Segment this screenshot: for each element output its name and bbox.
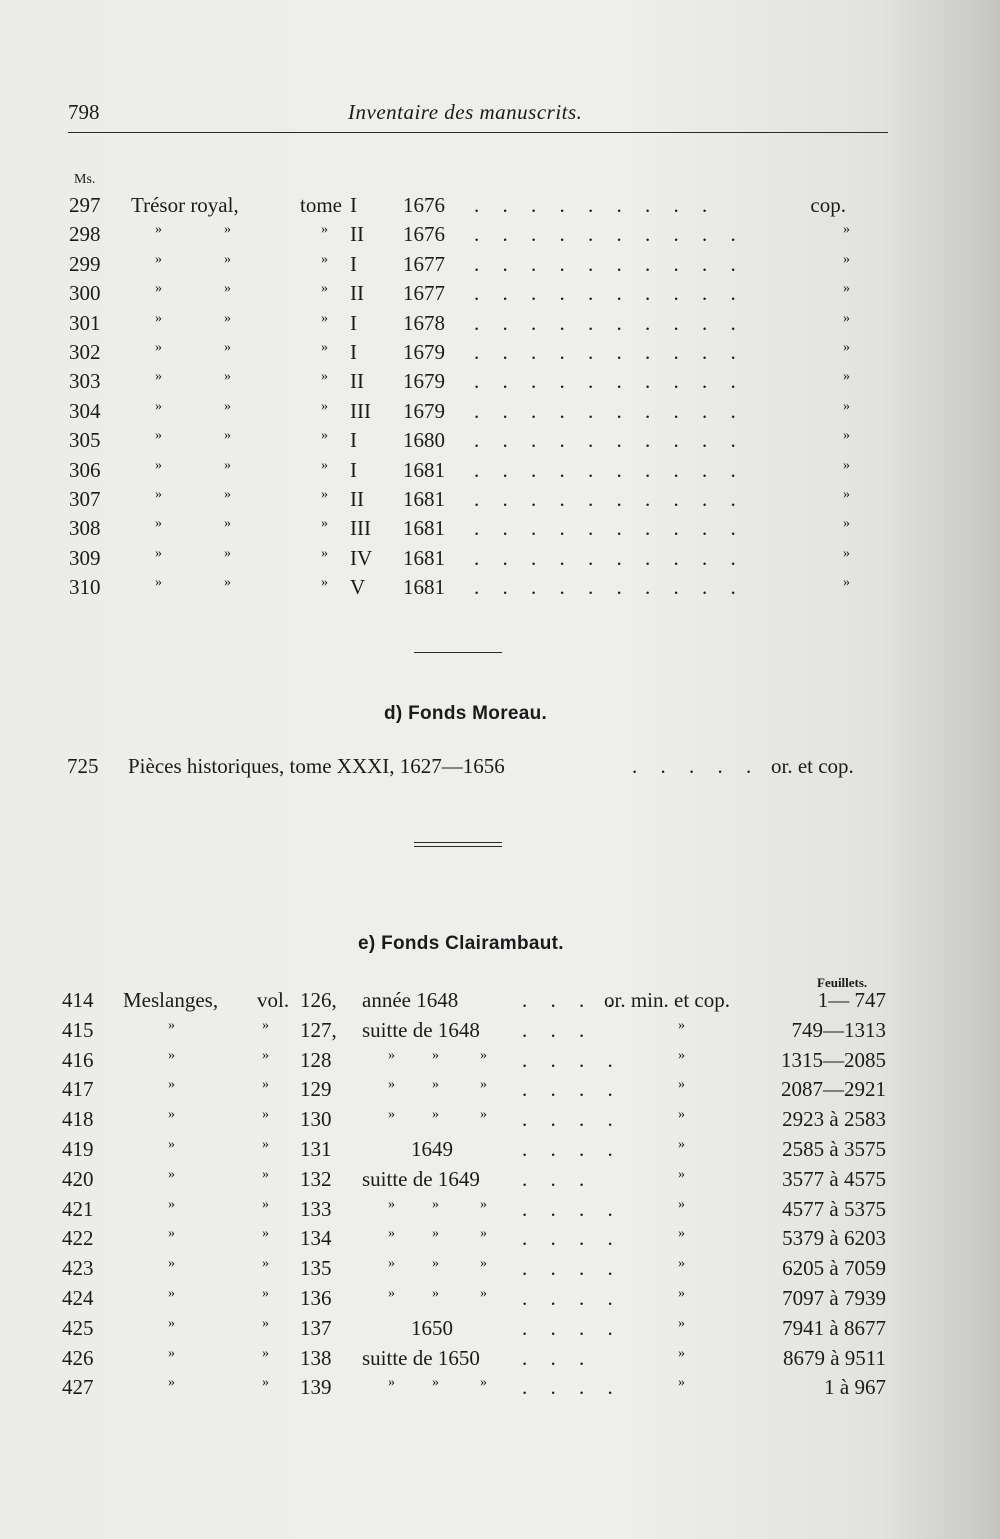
ditto-mark: » xyxy=(155,281,162,297)
ditto-mark: » xyxy=(678,1017,685,1033)
volume-number: 127, xyxy=(300,1017,337,1042)
leader-dots: . . . . . . . . . . xyxy=(474,516,745,541)
ditto-mark: » xyxy=(262,1017,269,1033)
ditto-mark: » xyxy=(843,487,850,502)
ditto-mark: » xyxy=(155,545,162,561)
table-row xyxy=(0,1077,1000,1107)
ditto-mark: » xyxy=(843,457,850,473)
table-row xyxy=(0,399,1000,429)
header-rule xyxy=(68,132,888,133)
folio-range: 1— 747 xyxy=(817,988,886,1012)
ditto-mark: » xyxy=(388,1107,395,1123)
volume-number: 131 xyxy=(300,1137,332,1161)
ditto-mark: » xyxy=(168,1137,175,1152)
volume-number: 134 xyxy=(300,1226,332,1251)
copy-type: or. min. et cop. xyxy=(604,988,730,1012)
ditto-mark: » xyxy=(321,575,328,591)
ditto-mark: » xyxy=(168,1047,175,1063)
ditto-mark: » xyxy=(678,1226,685,1242)
volume-numeral: II xyxy=(350,281,364,306)
ditto-mark: » xyxy=(168,1226,175,1242)
leader-dots: . . . xyxy=(522,1017,594,1042)
volume-numeral: I xyxy=(350,251,357,276)
leader-dots: . . . xyxy=(522,1345,594,1370)
ditto-mark: » xyxy=(678,1107,685,1123)
leader-dots: . . . . xyxy=(522,1256,622,1281)
page-number: 798 xyxy=(68,100,100,124)
table-row xyxy=(0,458,1000,488)
volume-number: 135 xyxy=(300,1256,332,1281)
folio-range: 8679 à 9511 xyxy=(782,1345,886,1370)
volume-number: 138 xyxy=(300,1345,332,1370)
ditto-mark: » xyxy=(168,1256,175,1272)
volume-number: 132 xyxy=(300,1166,332,1191)
ditto-mark: » xyxy=(262,1226,269,1242)
volume-numeral: I xyxy=(350,193,357,217)
year: 1678 xyxy=(403,310,445,335)
table-row xyxy=(0,1107,1000,1137)
table-row xyxy=(0,1226,1000,1256)
ms-number: 307 xyxy=(69,487,101,511)
ditto-mark: » xyxy=(432,1077,439,1093)
leader-dots: . . . . xyxy=(522,1286,622,1310)
ditto-mark: » xyxy=(168,1345,175,1361)
ms-number: 418 xyxy=(62,1107,94,1132)
folio-range: 2923 à 2583 xyxy=(782,1107,886,1132)
ms-number: 297 xyxy=(69,193,101,217)
year: 1681 xyxy=(403,545,445,570)
ditto-mark: » xyxy=(678,1166,685,1182)
ditto-mark: » xyxy=(321,457,328,473)
volume-number: 126, xyxy=(300,988,337,1012)
leader-dots: . . . . . . . . . . xyxy=(474,310,745,335)
year: 1679 xyxy=(403,340,445,364)
leader-dots: . . . . . . . . . . xyxy=(474,340,745,364)
unit-label: tome xyxy=(300,193,342,217)
entry-title: Trésor royal, xyxy=(131,193,239,217)
ditto-mark: » xyxy=(224,428,231,444)
volume-numeral: III xyxy=(350,398,371,423)
table-row xyxy=(0,1197,1000,1227)
table-row xyxy=(0,1137,1000,1167)
ditto-mark: » xyxy=(678,1196,685,1212)
leader-dots: . . . . xyxy=(522,1196,622,1221)
volume-number: 128 xyxy=(300,1047,332,1072)
ms-number: 310 xyxy=(69,575,101,600)
ditto-mark: » xyxy=(155,487,162,502)
table-row xyxy=(0,546,1000,576)
volume-numeral: II xyxy=(350,369,364,394)
entry-title: Pièces historiques, tome XXXI, 1627—1656 xyxy=(128,754,505,778)
copy-type: or. et cop. xyxy=(771,754,854,778)
folio-range: 7941 à 8677 xyxy=(782,1315,886,1340)
ditto-mark: » xyxy=(843,251,850,267)
ditto-mark: » xyxy=(224,310,231,326)
table-row xyxy=(0,988,1000,1018)
ditto-mark: » xyxy=(224,251,231,267)
year: 1681 xyxy=(403,487,445,511)
section-divider-double-top xyxy=(414,842,502,843)
year: 1677 xyxy=(403,251,445,276)
ditto-mark: » xyxy=(321,251,328,267)
volume-number: 137 xyxy=(300,1315,332,1340)
ditto-mark: » xyxy=(155,516,162,532)
leader-dots: . . . . xyxy=(522,1226,622,1251)
leader-dots: . . . . . . . . . . xyxy=(474,222,745,247)
ditto-mark: » xyxy=(432,1226,439,1242)
ms-number: 300 xyxy=(69,281,101,306)
leader-dots: . . . . xyxy=(522,1077,622,1102)
ditto-mark: » xyxy=(224,545,231,561)
ditto-mark: » xyxy=(843,398,850,414)
year: 1679 xyxy=(403,398,445,423)
folio-range: 1315—2085 xyxy=(781,1047,886,1072)
ditto-mark: » xyxy=(432,1196,439,1212)
ms-number: 299 xyxy=(69,251,101,276)
folio-range: 7097 à 7939 xyxy=(782,1286,886,1310)
folio-range: 2087—2921 xyxy=(781,1077,886,1102)
leader-dots: . . . . xyxy=(522,1315,622,1340)
ditto-mark: » xyxy=(388,1286,395,1301)
ms-number: 416 xyxy=(62,1047,94,1072)
ms-number: 414 xyxy=(62,988,94,1012)
year-label: année 1648 xyxy=(362,988,459,1012)
ditto-mark: » xyxy=(843,340,850,355)
ditto-mark: » xyxy=(224,457,231,473)
year-label: 1649 xyxy=(411,1137,453,1161)
volume-numeral: V xyxy=(350,575,366,600)
ms-number: 725 xyxy=(67,754,99,778)
ditto-mark: » xyxy=(678,1137,685,1152)
ms-number: 425 xyxy=(62,1315,94,1340)
table-row xyxy=(0,1048,1000,1078)
table-row xyxy=(0,487,1000,517)
ditto-mark: » xyxy=(262,1315,269,1331)
ditto-mark: » xyxy=(262,1137,269,1152)
ditto-mark: » xyxy=(155,251,162,267)
ditto-mark: » xyxy=(155,575,162,591)
volume-number: 139 xyxy=(300,1375,332,1400)
ditto-mark: » xyxy=(678,1375,685,1391)
table-row xyxy=(0,340,1000,370)
leader-dots: . . . . . . . . . . xyxy=(474,575,745,600)
ditto-mark: » xyxy=(224,281,231,297)
ditto-mark: » xyxy=(168,1315,175,1331)
volume-numeral: I xyxy=(350,340,357,364)
volume-numeral: I xyxy=(350,457,357,482)
ditto-mark: » xyxy=(388,1226,395,1242)
leader-dots: . . . . . . . . . . xyxy=(474,487,745,511)
ditto-mark: » xyxy=(262,1345,269,1361)
leader-dots: . . . . xyxy=(522,1047,622,1072)
year: 1681 xyxy=(403,575,445,600)
ms-number: 423 xyxy=(62,1256,94,1281)
ms-number: 301 xyxy=(69,310,101,335)
ms-number: 415 xyxy=(62,1017,94,1042)
ditto-mark: » xyxy=(155,398,162,414)
section-heading-moreau: d) Fonds Moreau. xyxy=(384,703,548,724)
ditto-mark: » xyxy=(262,1107,269,1123)
entry-title: Meslanges, xyxy=(123,988,219,1012)
leader-dots: . . . . . . . . . . xyxy=(474,251,745,276)
ditto-mark: » xyxy=(843,310,850,326)
ditto-mark: » xyxy=(262,1077,269,1093)
ditto-mark: » xyxy=(168,1196,175,1212)
ditto-mark: » xyxy=(678,1047,685,1063)
year: 1676 xyxy=(403,222,445,247)
ditto-mark: » xyxy=(843,369,850,385)
ditto-mark: » xyxy=(480,1256,487,1272)
table-row xyxy=(0,369,1000,399)
folio-range: 749—1313 xyxy=(791,1017,886,1042)
ditto-mark: » xyxy=(480,1077,487,1093)
ditto-mark: » xyxy=(432,1256,439,1272)
ditto-mark: » xyxy=(321,398,328,414)
ditto-mark: » xyxy=(155,369,162,385)
ms-number: 419 xyxy=(62,1137,94,1161)
ms-number: 304 xyxy=(69,398,101,423)
ditto-mark: » xyxy=(321,487,328,502)
ms-number: 424 xyxy=(62,1286,94,1310)
section-divider-double-bottom xyxy=(414,846,502,847)
feuillets-column-label: Feuillets. xyxy=(817,975,868,990)
year: 1681 xyxy=(403,516,445,541)
table-row xyxy=(0,516,1000,546)
ditto-mark: » xyxy=(224,222,231,238)
ditto-mark: » xyxy=(843,281,850,297)
table-row xyxy=(0,281,1000,311)
ditto-mark: » xyxy=(843,516,850,532)
volume-numeral: II xyxy=(350,487,364,511)
ditto-mark: » xyxy=(155,340,162,355)
ditto-mark: » xyxy=(388,1047,395,1063)
leader-dots: . . . xyxy=(522,1166,594,1191)
table-row xyxy=(0,252,1000,282)
table-row xyxy=(0,1018,1000,1048)
leader-dots: . . . . . . . . . . xyxy=(474,545,745,570)
ditto-mark: » xyxy=(678,1315,685,1331)
ms-number: 308 xyxy=(69,516,101,541)
table-row xyxy=(0,575,1000,605)
leader-dots: . . . . . xyxy=(632,754,761,778)
volume-numeral: I xyxy=(350,428,357,453)
folio-range: 1 à 967 xyxy=(824,1375,886,1400)
ditto-mark: » xyxy=(168,1077,175,1093)
ms-number: 417 xyxy=(62,1077,94,1102)
ditto-mark: » xyxy=(678,1256,685,1272)
table-row xyxy=(0,1167,1000,1197)
ditto-mark: » xyxy=(155,457,162,473)
ditto-mark: » xyxy=(168,1107,175,1123)
unit-label: vol. xyxy=(257,988,290,1012)
ditto-mark: » xyxy=(155,310,162,326)
ditto-mark: » xyxy=(480,1375,487,1391)
ditto-mark: » xyxy=(321,310,328,326)
leader-dots: . . . . . . . . . . xyxy=(474,428,745,453)
table-row xyxy=(0,193,1000,223)
leader-dots: . . . . . . . . . xyxy=(474,193,717,217)
folio-range: 5379 à 6203 xyxy=(782,1226,886,1251)
section-heading-clairambaut: e) Fonds Clairambaut. xyxy=(358,933,564,954)
ditto-mark: » xyxy=(224,487,231,502)
table-row xyxy=(0,1286,1000,1316)
folio-range: 3577 à 4575 xyxy=(782,1166,886,1191)
ditto-mark: » xyxy=(224,398,231,414)
leader-dots: . . . . xyxy=(522,1137,622,1161)
year-label: suitte de 1650 xyxy=(362,1345,480,1370)
ditto-mark: » xyxy=(843,545,850,561)
volume-numeral: II xyxy=(350,222,364,247)
year: 1680 xyxy=(403,428,445,453)
leader-dots: . . . . xyxy=(522,988,622,1012)
ditto-mark: » xyxy=(168,1375,175,1391)
ditto-mark: » xyxy=(224,340,231,355)
volume-number: 130 xyxy=(300,1107,332,1132)
ditto-mark: » xyxy=(480,1196,487,1212)
ditto-mark: » xyxy=(678,1286,685,1301)
table-row xyxy=(0,1316,1000,1346)
ditto-mark: » xyxy=(321,281,328,297)
year: 1677 xyxy=(403,281,445,306)
ditto-mark: » xyxy=(262,1256,269,1272)
leader-dots: . . . . xyxy=(522,1375,622,1400)
ditto-mark: » xyxy=(678,1077,685,1093)
table-row xyxy=(0,222,1000,252)
table-row xyxy=(0,1346,1000,1376)
ditto-mark: » xyxy=(432,1286,439,1301)
ms-number: 309 xyxy=(69,545,101,570)
ditto-mark: » xyxy=(432,1375,439,1391)
ms-number: 427 xyxy=(62,1375,94,1400)
ditto-mark: » xyxy=(388,1375,395,1391)
ms-number: 422 xyxy=(62,1226,94,1251)
ditto-mark: » xyxy=(168,1286,175,1301)
ditto-mark: » xyxy=(480,1226,487,1242)
table-row xyxy=(0,1375,1000,1405)
ditto-mark: » xyxy=(155,222,162,238)
ms-column-label: Ms. xyxy=(74,172,96,187)
year: 1681 xyxy=(403,457,445,482)
volume-number: 129 xyxy=(300,1077,332,1102)
leader-dots: . . . . . . . . . . xyxy=(474,398,745,423)
table-row xyxy=(0,1256,1000,1286)
volume-number: 136 xyxy=(300,1286,332,1310)
ditto-mark: » xyxy=(224,369,231,385)
ditto-mark: » xyxy=(224,516,231,532)
ditto-mark: » xyxy=(388,1077,395,1093)
table-row xyxy=(0,311,1000,341)
year: 1679 xyxy=(403,369,445,394)
volume-numeral: III xyxy=(350,516,371,541)
running-title: Inventaire des manuscrits. xyxy=(348,100,583,124)
ditto-mark: » xyxy=(262,1047,269,1063)
ditto-mark: » xyxy=(168,1166,175,1182)
ms-number: 426 xyxy=(62,1345,94,1370)
ditto-mark: » xyxy=(480,1047,487,1063)
ditto-mark: » xyxy=(321,340,328,355)
ditto-mark: » xyxy=(262,1166,269,1182)
ms-number: 298 xyxy=(69,222,101,247)
ditto-mark: » xyxy=(155,428,162,444)
ditto-mark: » xyxy=(262,1196,269,1212)
year-label: suitte de 1649 xyxy=(362,1166,480,1191)
copy-type: cop. xyxy=(810,193,846,217)
section-divider xyxy=(414,652,502,653)
ditto-mark: » xyxy=(321,222,328,238)
ditto-mark: » xyxy=(224,575,231,591)
ditto-mark: » xyxy=(432,1047,439,1063)
ms-number: 306 xyxy=(69,457,101,482)
ditto-mark: » xyxy=(388,1196,395,1212)
ditto-mark: » xyxy=(321,369,328,385)
year: 1676 xyxy=(403,193,445,217)
table-row xyxy=(0,428,1000,458)
ditto-mark: » xyxy=(432,1107,439,1123)
ditto-mark: » xyxy=(843,575,850,591)
ms-number: 305 xyxy=(69,428,101,453)
leader-dots: . . . . xyxy=(522,1107,622,1132)
ditto-mark: » xyxy=(843,222,850,238)
leader-dots: . . . . . . . . . . xyxy=(474,281,745,306)
year-label: suitte de 1648 xyxy=(362,1017,480,1042)
ditto-mark: » xyxy=(321,545,328,561)
ditto-mark: » xyxy=(480,1107,487,1123)
volume-number: 133 xyxy=(300,1196,332,1221)
ditto-mark: » xyxy=(168,1017,175,1033)
ditto-mark: » xyxy=(843,428,850,444)
leader-dots: . . . . . . . . . . xyxy=(474,369,745,394)
folio-range: 4577 à 5375 xyxy=(782,1196,886,1221)
folio-range: 6205 à 7059 xyxy=(782,1256,886,1281)
ditto-mark: » xyxy=(262,1286,269,1301)
folio-range: 2585 à 3575 xyxy=(782,1137,886,1161)
ms-number: 420 xyxy=(62,1166,94,1191)
year-label: 1650 xyxy=(411,1315,453,1340)
ditto-mark: » xyxy=(480,1286,487,1301)
volume-numeral: I xyxy=(350,310,357,335)
ditto-mark: » xyxy=(388,1256,395,1272)
ms-number: 303 xyxy=(69,369,101,394)
moreau-entry xyxy=(0,754,1000,784)
ms-number: 302 xyxy=(69,340,101,364)
ditto-mark: » xyxy=(262,1375,269,1391)
ms-number: 421 xyxy=(62,1196,94,1221)
ditto-mark: » xyxy=(321,428,328,444)
ditto-mark: » xyxy=(678,1345,685,1361)
leader-dots: . . . . . . . . . . xyxy=(474,457,745,482)
ditto-mark: » xyxy=(321,516,328,532)
volume-numeral: IV xyxy=(350,545,373,570)
